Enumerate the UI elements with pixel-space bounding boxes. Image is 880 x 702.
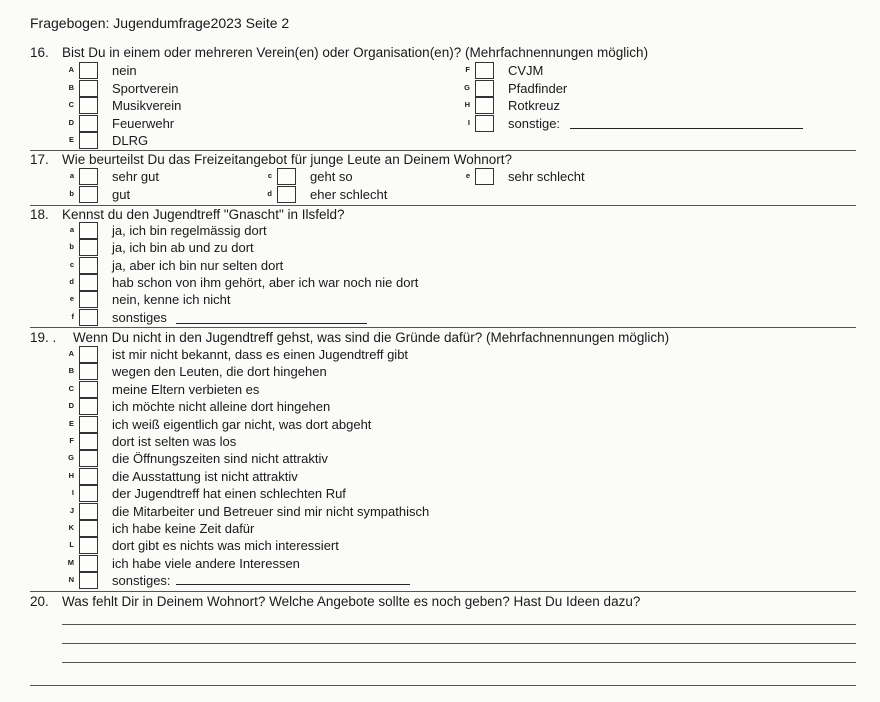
checkbox[interactable] — [79, 132, 98, 149]
option-label: sonstige: — [508, 115, 561, 131]
checkbox[interactable] — [79, 450, 98, 467]
option-letter: I — [467, 117, 470, 127]
option-label: ja, ich bin ab und zu dort — [112, 240, 254, 256]
option-letter: H — [68, 470, 74, 480]
checkbox[interactable] — [79, 309, 98, 326]
option-letter: J — [69, 505, 74, 515]
option-label: meine Eltern verbieten es — [112, 381, 260, 397]
q18-other-blank[interactable] — [176, 323, 367, 324]
option-letter: d — [267, 189, 272, 198]
q16-other-blank[interactable] — [570, 128, 803, 129]
option-label: ja, aber ich bin nur selten dort — [112, 257, 284, 273]
option-letter: a — [69, 225, 74, 234]
option-letter: D — [68, 401, 74, 411]
checkbox[interactable] — [475, 80, 494, 97]
option-label: die Ausstattung ist nicht attraktiv — [112, 468, 298, 484]
option-label: ich habe viele andere Interessen — [112, 555, 300, 571]
option-label: wegen den Leuten, die dort hingehen — [112, 364, 327, 380]
option-letter: B — [68, 82, 74, 92]
checkbox[interactable] — [79, 381, 98, 398]
checkbox[interactable] — [79, 363, 98, 380]
option-label: Pfadfinder — [508, 80, 568, 96]
q20-number: 20. — [30, 594, 49, 609]
option-label: hab schon von ihm gehört, aber ich war noch nie dort — [112, 274, 419, 290]
option-letter: F — [465, 65, 470, 74]
q16-question: Bist Du in einem oder mehreren Verein(en) oder Organisation(en)? (Mehrfachnennungen möglich) — [62, 45, 649, 60]
option-letter: B — [68, 366, 74, 376]
option-label: sehr schlecht — [508, 169, 585, 184]
checkbox[interactable] — [79, 115, 98, 132]
option-letter: G — [464, 82, 470, 92]
option-label: die Mitarbeiter und Betreuer sind mir nicht sympathisch — [112, 503, 430, 519]
answer-line[interactable] — [62, 662, 856, 663]
option-label: Feuerwehr — [112, 115, 175, 131]
checkbox[interactable] — [79, 168, 98, 185]
checkbox[interactable] — [79, 257, 98, 274]
option-label: Rotkreuz — [508, 98, 561, 113]
option-label: sonstiges — [112, 309, 167, 325]
option-label: der Jugendtreff hat einen schlechten Ruf — [112, 486, 346, 502]
checkbox[interactable] — [79, 97, 98, 114]
option-letter: A — [68, 349, 74, 358]
checkbox[interactable] — [79, 80, 98, 97]
q19-number: 19. . — [30, 330, 57, 345]
page-header: Fragebogen: Jugendumfrage2023 Seite 2 — [30, 15, 290, 31]
option-letter: d — [69, 276, 74, 286]
option-letter: E — [68, 135, 74, 144]
option-letter: f — [71, 311, 74, 321]
option-letter: c — [267, 171, 272, 180]
option-letter: e — [465, 171, 470, 180]
option-letter: H — [464, 100, 470, 109]
q17-question: Wie beurteilst Du das Freizeitangebot für junge Leute an Deinem Wohnort? — [62, 152, 513, 167]
checkbox[interactable] — [475, 168, 494, 185]
divider — [30, 205, 856, 206]
checkbox[interactable] — [79, 433, 98, 450]
checkbox[interactable] — [79, 520, 98, 537]
option-letter: M — [67, 557, 74, 567]
option-label: dort ist selten was los — [112, 434, 237, 449]
checkbox[interactable] — [79, 346, 98, 363]
option-label: gut — [112, 187, 131, 202]
option-letter: G — [68, 453, 74, 463]
option-letter: b — [69, 189, 74, 198]
option-label: ich habe keine Zeit dafür — [112, 521, 255, 536]
option-label: dort gibt es nichts was mich interessiert — [112, 538, 339, 554]
option-label: Musikverein — [112, 98, 182, 113]
q18-number: 18. — [30, 207, 49, 222]
checkbox[interactable] — [79, 239, 98, 256]
q19-question: Wenn Du nicht in den Jugendtreff gehst, was sind die Gründe dafür? (Mehrfachnennungen möglich) — [73, 330, 670, 345]
option-label: die Öffnungszeiten sind nicht attraktiv — [112, 451, 328, 467]
q20-question: Was fehlt Dir in Deinem Wohnort? Welche Angebote sollte es noch geben? Hast Du Ideen dazu? — [62, 594, 641, 609]
checkbox[interactable] — [79, 503, 98, 520]
option-label: ist mir nicht bekannt, dass es einen Jugendtreff gibt — [112, 347, 409, 362]
option-label: ich weiß eigentlich gar nicht, was dort abgeht — [112, 416, 372, 432]
option-letter: F — [69, 436, 74, 445]
divider — [30, 150, 856, 151]
option-label: ja, ich bin regelmässig dort — [112, 223, 267, 238]
q18-question: Kennst du den Jugendtreff "Gnascht" in Ilsfeld? — [62, 207, 345, 222]
checkbox[interactable] — [79, 291, 98, 308]
checkbox[interactable] — [79, 274, 98, 291]
checkbox[interactable] — [79, 485, 98, 502]
option-letter: I — [71, 488, 74, 498]
checkbox[interactable] — [277, 186, 296, 203]
option-letter: C — [68, 383, 74, 393]
option-letter: N — [68, 575, 74, 585]
option-label: Sportverein — [112, 80, 179, 96]
option-letter: e — [69, 294, 74, 304]
option-letter: c — [69, 259, 74, 269]
checkbox[interactable] — [79, 537, 98, 554]
checkbox[interactable] — [79, 468, 98, 485]
option-label: ich möchte nicht alleine dort hingehen — [112, 399, 331, 415]
option-letter: K — [68, 523, 74, 532]
q17-number: 17. — [30, 152, 49, 167]
checkbox[interactable] — [79, 222, 98, 239]
divider — [30, 591, 856, 592]
option-label: nein — [112, 63, 137, 78]
answer-line[interactable] — [30, 685, 856, 686]
checkbox[interactable] — [475, 115, 494, 132]
checkbox[interactable] — [79, 186, 98, 203]
option-label: nein, kenne ich nicht — [112, 292, 231, 308]
checkbox[interactable] — [475, 97, 494, 114]
option-letter: a — [69, 171, 74, 180]
option-label: CVJM — [508, 63, 544, 78]
option-letter: L — [69, 540, 74, 550]
checkbox[interactable] — [79, 398, 98, 415]
checkbox[interactable] — [79, 572, 98, 589]
checkbox[interactable] — [79, 62, 98, 79]
option-letter: b — [69, 242, 74, 252]
option-label: geht so — [310, 169, 353, 184]
option-letter: E — [68, 418, 74, 428]
q16-number: 16. — [30, 45, 49, 60]
option-label: eher schlecht — [310, 187, 388, 202]
answer-line[interactable] — [62, 624, 856, 625]
option-letter: A — [68, 65, 74, 74]
option-label: sonstiges: — [112, 573, 171, 589]
checkbox[interactable] — [79, 416, 98, 433]
option-letter: D — [68, 117, 74, 127]
option-label: DLRG — [112, 133, 149, 148]
q19-other-blank[interactable] — [176, 584, 410, 585]
checkbox[interactable] — [475, 62, 494, 79]
answer-line[interactable] — [62, 643, 856, 644]
option-label: sehr gut — [112, 169, 159, 184]
checkbox[interactable] — [79, 555, 98, 572]
checkbox[interactable] — [277, 168, 296, 185]
option-letter: C — [68, 100, 74, 109]
divider — [30, 327, 856, 328]
